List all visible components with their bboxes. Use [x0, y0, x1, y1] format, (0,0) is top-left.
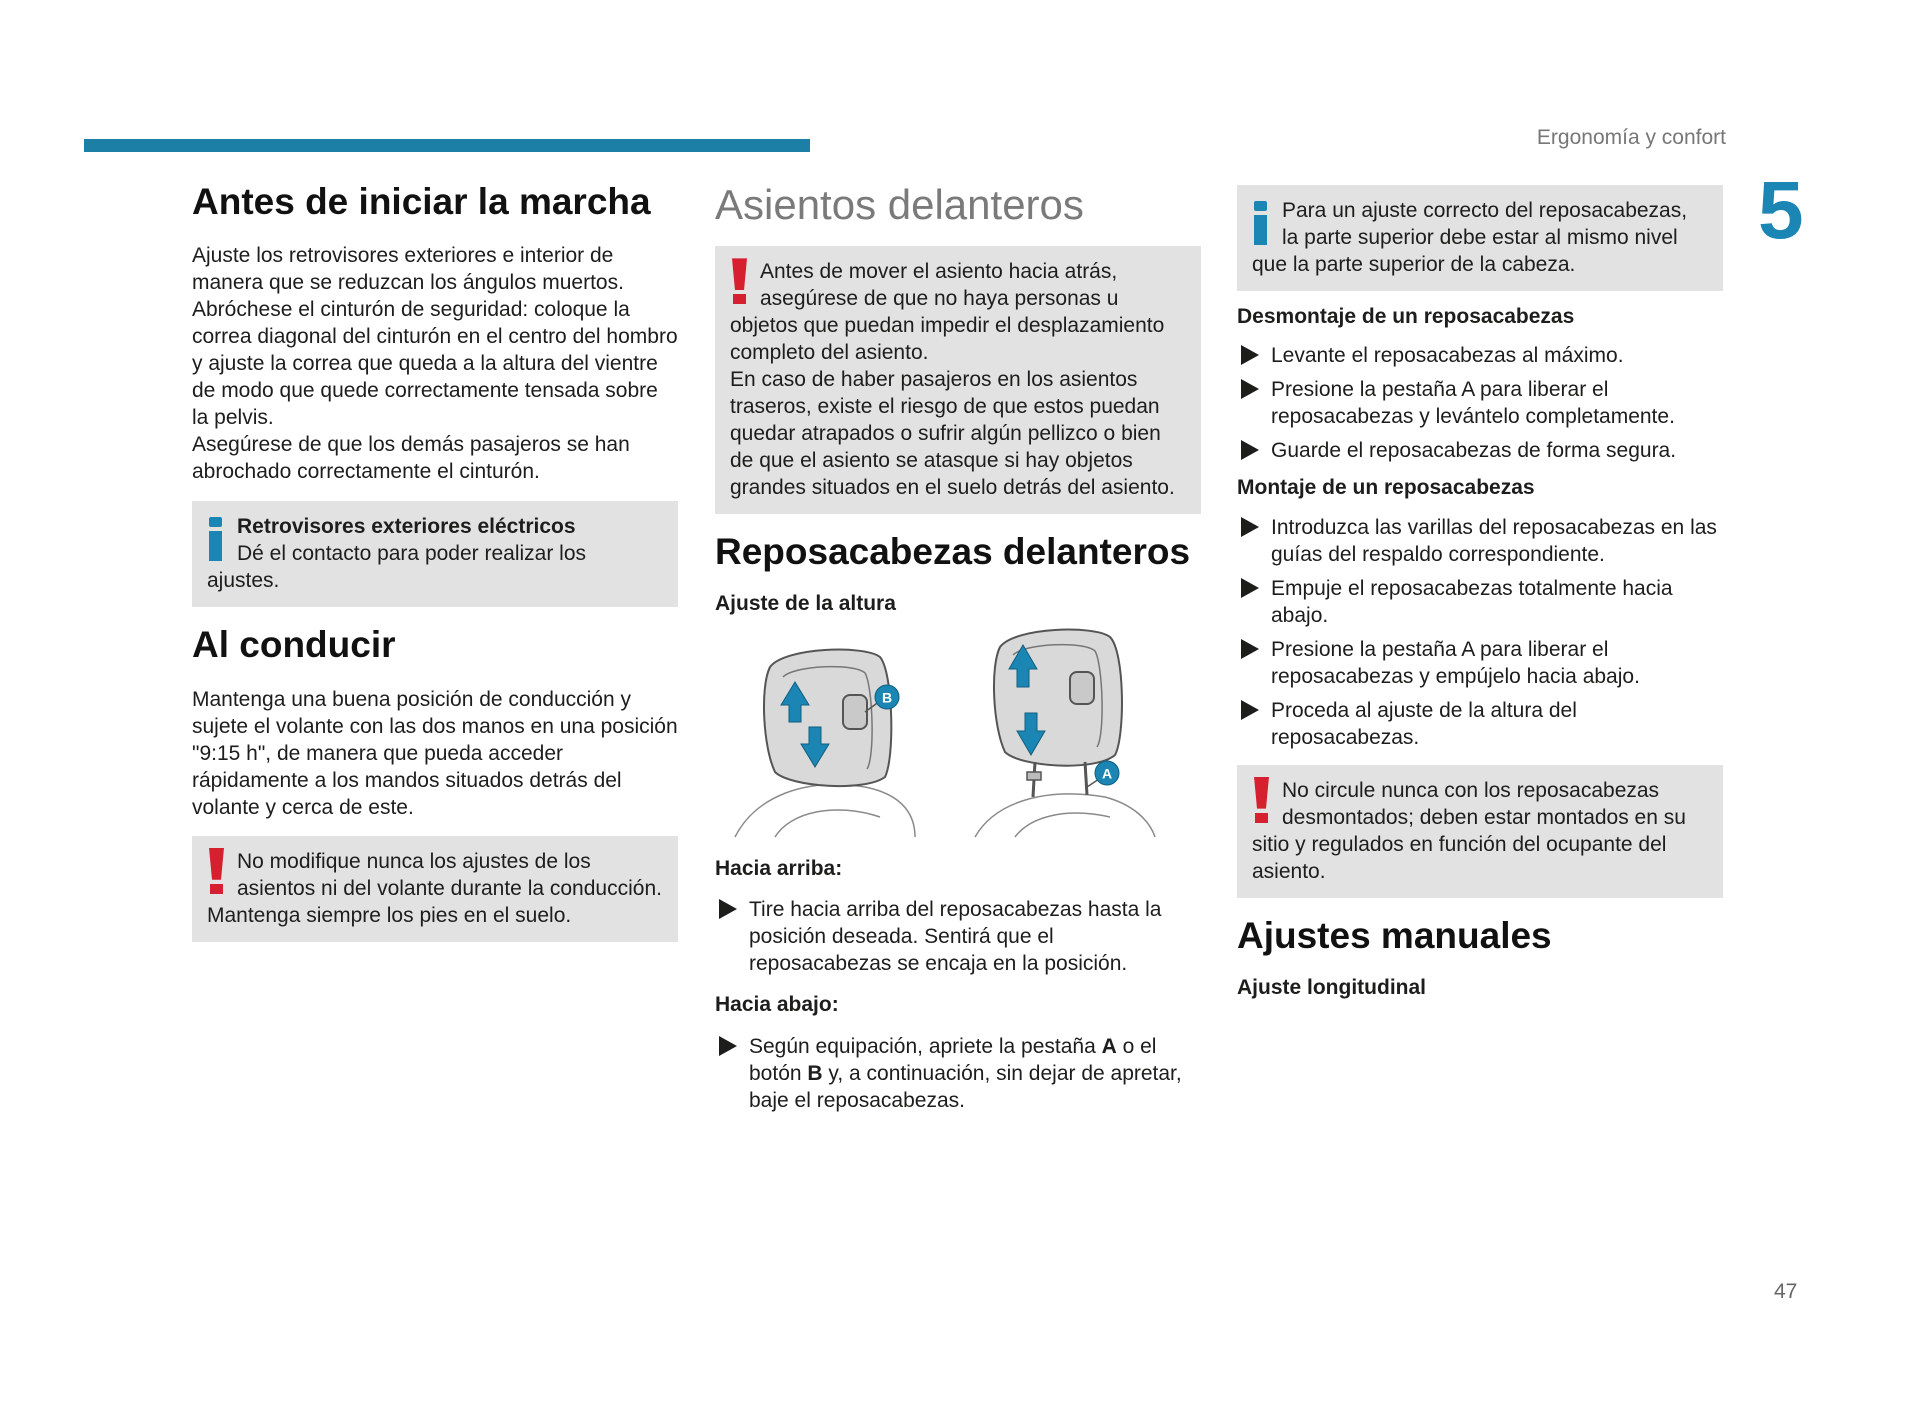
arrow-bullet-icon [1241, 700, 1259, 720]
headrest-illustration [715, 627, 1175, 842]
info-box-retrovisores [192, 501, 678, 607]
list-item: Guarde el reposacabezas de forma segura. [1237, 437, 1723, 464]
info-icon [1252, 201, 1270, 249]
subheading-ajuste-longitudinal: Ajuste longitudinal [1237, 975, 1426, 999]
info-text: Dé el contacto para poder realizar los ajustes. [207, 542, 587, 593]
info-icon [207, 517, 225, 565]
headrest-right [975, 630, 1155, 837]
warning-text: En caso de haber pasajeros en los asientos traseros, existe el riesgo de que estos puedan quedar atrapados o sufrir algún pellizco o bien de que el asiento se atasque si hay objetos grandes situados en el suelo detrás del asiento. [730, 368, 1175, 500]
arrow-bullet-icon [1241, 517, 1259, 537]
antes-paragraph: Asegúrese de que los demás pasajeros se han abrochado correctamente el cinturón. [192, 433, 630, 484]
antes-paragraphs [192, 242, 678, 485]
list-item: Levante el reposacabezas al máximo. [1237, 342, 1723, 369]
warning-text: Antes de mover el asiento hacia atrás, asegúrese de que no haya personas u objetos que puedan impedir el desplazamiento completo del asiento. [730, 260, 1165, 365]
subheading-ajuste-altura: Ajuste de la altura [715, 591, 896, 615]
list-item: Tire hacia arriba del reposacabezas hasta la posición deseada. Sentirá que el reposacabezas se encaja en la posición. [715, 896, 1201, 977]
warning-text: No circule nunca con los reposacabezas desmontados; deben estar montados en su sitio y regulados en función del ocupante del asiento. [1252, 778, 1686, 883]
subheading-hacia-arriba: Hacia arriba: [715, 857, 843, 881]
list-hacia-arriba [715, 896, 1201, 977]
heading-antes-de-iniciar: Antes de iniciar la marcha [192, 181, 651, 222]
section-title: Ergonomía y confort [1536, 126, 1726, 149]
warning-box-asiento [715, 246, 1201, 514]
list-item: Presione la pestaña A para liberar el reposacabezas y empújelo hacia abajo. [1237, 636, 1723, 690]
info-text: Para un ajuste correcto del reposacabezas, la parte superior debe estar al mismo nivel que la parte superior de la cabeza. [1252, 199, 1688, 276]
list-item: Según equipación, apriete la pestaña A o el botón B y, a continuación, sin dejar de apretar, baje el reposacabezas. [715, 1033, 1201, 1114]
page-number: 47 [1774, 1280, 1798, 1303]
arrow-bullet-icon [1241, 345, 1259, 365]
info-box-ajuste-correcto [1237, 185, 1723, 291]
arrow-bullet-icon [719, 899, 737, 919]
warning-box-reposacabezas [1237, 765, 1723, 898]
antes-paragraph: Ajuste los retrovisores exteriores e interior de manera que se reduzcan los ángulos muertos. [192, 244, 624, 295]
heading-asientos-delanteros: Asientos delanteros [715, 181, 1084, 228]
info-title: Retrovisores exteriores eléctricos [237, 515, 576, 539]
subheading-hacia-abajo: Hacia abajo: [715, 993, 839, 1017]
list-item: Presione la pestaña A para liberar el reposacabezas y levántelo completamente. [1237, 376, 1723, 430]
list-montaje [1237, 514, 1723, 751]
arrow-bullet-icon [1241, 379, 1259, 399]
label-b: B [881, 689, 893, 706]
column-left [192, 180, 678, 942]
antes-paragraph: Abróchese el cinturón de seguridad: coloque la correa diagonal del cinturón en el centro del hombro y ajuste la correa que queda a la altura del vientre de modo que quede correctamente tensada sobre la pelvis. [192, 298, 678, 430]
warning-icon [1252, 777, 1270, 825]
arrow-bullet-icon [1241, 578, 1259, 598]
label-a: A [1101, 765, 1113, 782]
warning-box-ajustes [192, 836, 678, 942]
subheading-desmontaje: Desmontaje de un reposacabezas [1237, 305, 1575, 328]
list-item: Introduzca las varillas del reposacabezas en las guías del respaldo correspondiente. [1237, 514, 1723, 568]
list-hacia-abajo [715, 1033, 1201, 1114]
heading-ajustes-manuales: Ajustes manuales [1237, 914, 1552, 956]
subheading-montaje: Montaje de un reposacabezas [1237, 476, 1535, 500]
warning-text: No modifique nunca los ajustes de los asientos ni del volante durante la conducción. Mantenga siempre los pies en el suelo. [207, 849, 662, 927]
list-desmontaje [1237, 342, 1723, 464]
list-item: Empuje el reposacabezas totalmente hacia abajo. [1237, 575, 1723, 629]
arrow-bullet-icon [1241, 639, 1259, 659]
column-right [1237, 185, 1723, 1001]
warning-icon [207, 848, 225, 896]
arrow-bullet-icon [719, 1036, 737, 1056]
list-item: Proceda al ajuste de la altura del reposacabezas. [1237, 697, 1723, 751]
chapter-number: 5 [1758, 165, 1804, 256]
headrest-left [735, 650, 915, 837]
conducir-paragraph: Mantenga una buena posición de conducción y sujete el volante con las dos manos en una posición "9:15 h", de manera que pueda acceder rápidamente a los mandos situados detrás del volante y cerca de este. [192, 687, 678, 819]
heading-reposacabezas-delanteros: Reposacabezas delanteros [715, 531, 1191, 573]
warning-icon [730, 258, 748, 306]
header-accent-bar [84, 139, 810, 152]
heading-al-conducir: Al conducir [192, 624, 396, 666]
arrow-bullet-icon [1241, 440, 1259, 460]
column-middle [715, 180, 1201, 1114]
